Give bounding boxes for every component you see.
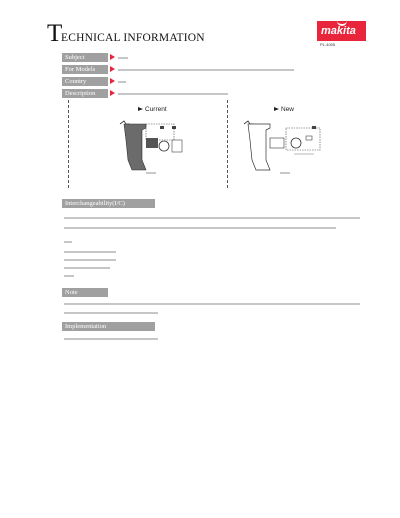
current-heading [138,106,167,113]
field-subject-label: Subject [62,53,108,62]
ic-text-line-redacted [64,217,360,219]
document-title [47,22,227,46]
note-text-line-redacted [64,303,360,305]
arrow-right-icon [110,78,115,84]
note-text-line-redacted [64,312,158,314]
ic-text-line-redacted [64,241,72,243]
new-part-drawing [240,118,340,180]
pointer-arrow-icon [138,107,143,111]
section-note: Note [62,288,108,297]
ic-text-line-redacted [64,251,116,253]
current-label: Current [145,106,167,113]
field-description-label: Description [62,89,108,98]
ic-text-line-redacted [64,275,74,277]
description-value-redacted [118,93,228,95]
field-models-label: For Models [62,65,108,74]
arrow-right-icon [110,54,115,60]
arrow-right-icon [110,90,115,96]
logo-text: makita [321,25,356,37]
title-rest: ECHNICAL INFORMATION [61,32,205,44]
section-interchangeability: Interchangeability(I/C) [62,199,155,208]
field-country-label: Country [62,77,108,86]
models-value-redacted [118,69,294,71]
ic-text-line-redacted [64,227,336,229]
arrow-right-icon [110,66,115,72]
figure-left-border [68,100,69,188]
ic-text-line-redacted [64,259,116,261]
new-label: New [281,106,295,113]
section-implementation: Implementation [62,322,155,331]
country-value-redacted [118,81,126,83]
ic-text-line-redacted [64,267,110,269]
implementation-text-redacted [64,338,158,340]
new-heading [274,106,294,113]
title-initial: T [47,20,63,47]
figure-divider [227,100,228,188]
pointer-arrow-icon [274,107,279,111]
comparison-figure [62,100,360,188]
makita-logo [317,21,366,41]
current-part-drawing [116,118,206,180]
document-code: PL-4005 [320,42,336,47]
subject-value-redacted [118,57,128,59]
